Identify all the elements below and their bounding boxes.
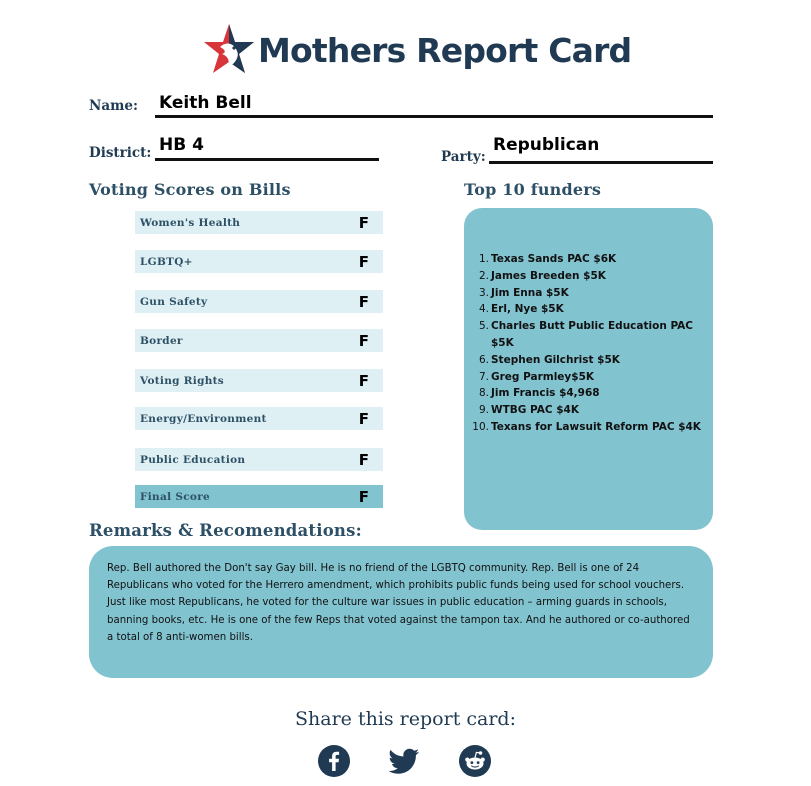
score-label: Public Education bbox=[140, 453, 246, 466]
score-label: Energy/Environment bbox=[140, 412, 267, 425]
score-label: Voting Rights bbox=[140, 374, 225, 387]
score-label: Final Score bbox=[140, 490, 211, 503]
score-row-lgbtq bbox=[135, 250, 383, 273]
party-label: Party: bbox=[441, 149, 486, 165]
twitter-icon bbox=[388, 745, 420, 777]
top-funders-title: Top 10 funders bbox=[464, 180, 602, 199]
name-label: Name: bbox=[89, 98, 138, 114]
score-grade: F bbox=[358, 409, 369, 428]
list-item: 1. Texas Sands PAC $6K bbox=[478, 253, 617, 265]
facebook-share-button[interactable] bbox=[318, 745, 350, 777]
district-value: HB 4 bbox=[159, 135, 204, 155]
list-item: 8. Jim Francis $4,968 bbox=[478, 387, 600, 400]
score-label: LGBTQ+ bbox=[140, 255, 193, 268]
funders-list bbox=[464, 251, 713, 436]
funders-panel bbox=[464, 208, 713, 530]
score-row-voting-rights bbox=[135, 369, 383, 392]
score-grade: F bbox=[358, 487, 369, 506]
logo bbox=[204, 22, 631, 78]
score-row-womens-health bbox=[135, 211, 383, 234]
twitter-share-button[interactable] bbox=[388, 745, 420, 777]
score-label: Border bbox=[140, 334, 183, 347]
remarks-panel bbox=[89, 546, 713, 678]
score-row-gun-safety bbox=[135, 290, 383, 313]
score-label: Women's Health bbox=[140, 216, 241, 229]
score-row-public-education bbox=[135, 448, 383, 471]
score-grade: F bbox=[358, 450, 369, 469]
list-item: 4. Erl, Nye $5K bbox=[478, 303, 564, 316]
district-underline bbox=[155, 158, 379, 161]
party-value: Republican bbox=[493, 135, 600, 155]
reddit-share-button[interactable] bbox=[459, 745, 491, 777]
list-item: 9. WTBG PAC $4K bbox=[478, 404, 579, 417]
score-grade: F bbox=[358, 252, 369, 271]
score-row-border bbox=[135, 329, 383, 352]
party-underline bbox=[489, 161, 713, 164]
list-item: 10. Texans for Lawsuit Reform PAC $4K bbox=[472, 420, 701, 433]
star-dove-icon bbox=[204, 23, 254, 77]
remarks-text: Rep. Bell authored the Don't say Gay bill. He is no friend of the LGBTQ community. Rep. Bell is one of 24 Republicans who voted for the Herrero amendment, which prohibits public funds being used for school vouchers. Just like most Republicans, he voted for the culture war issues in public education – arming guards in schools, banning books, etc. He is one of the few Reps that voted against the tampon tax. And he authored or co-authored a total of 8 anti-women bills. bbox=[107, 563, 690, 643]
share-title: Share this report card: bbox=[295, 708, 516, 730]
score-grade: F bbox=[358, 213, 369, 232]
list-item: 3. Jim Enna $5K bbox=[478, 286, 569, 299]
score-grade: F bbox=[358, 331, 369, 350]
district-label: District: bbox=[89, 145, 152, 161]
score-row-final-score bbox=[135, 485, 383, 508]
remarks-title: Remarks & Recomendations: bbox=[89, 521, 362, 540]
list-item: 7. Greg Parmley$5K bbox=[478, 370, 595, 383]
candidate-name: Keith Bell bbox=[159, 93, 252, 113]
facebook-icon bbox=[318, 745, 350, 777]
score-grade: F bbox=[358, 292, 369, 311]
name-underline bbox=[155, 115, 713, 118]
voting-scores-title: Voting Scores on Bills bbox=[89, 180, 291, 199]
logo-text: Mothers Report Card bbox=[258, 30, 632, 70]
list-item: 6. Stephen Gilchrist $5K bbox=[478, 353, 620, 366]
reddit-icon bbox=[459, 745, 491, 777]
list-item: 2. James Breeden $5K bbox=[478, 269, 606, 282]
score-grade: F bbox=[358, 371, 369, 390]
score-label: Gun Safety bbox=[140, 295, 208, 308]
list-item: 5. Charles Butt Public Education PAC $5K bbox=[478, 320, 694, 349]
score-row-energy-environment bbox=[135, 407, 383, 430]
